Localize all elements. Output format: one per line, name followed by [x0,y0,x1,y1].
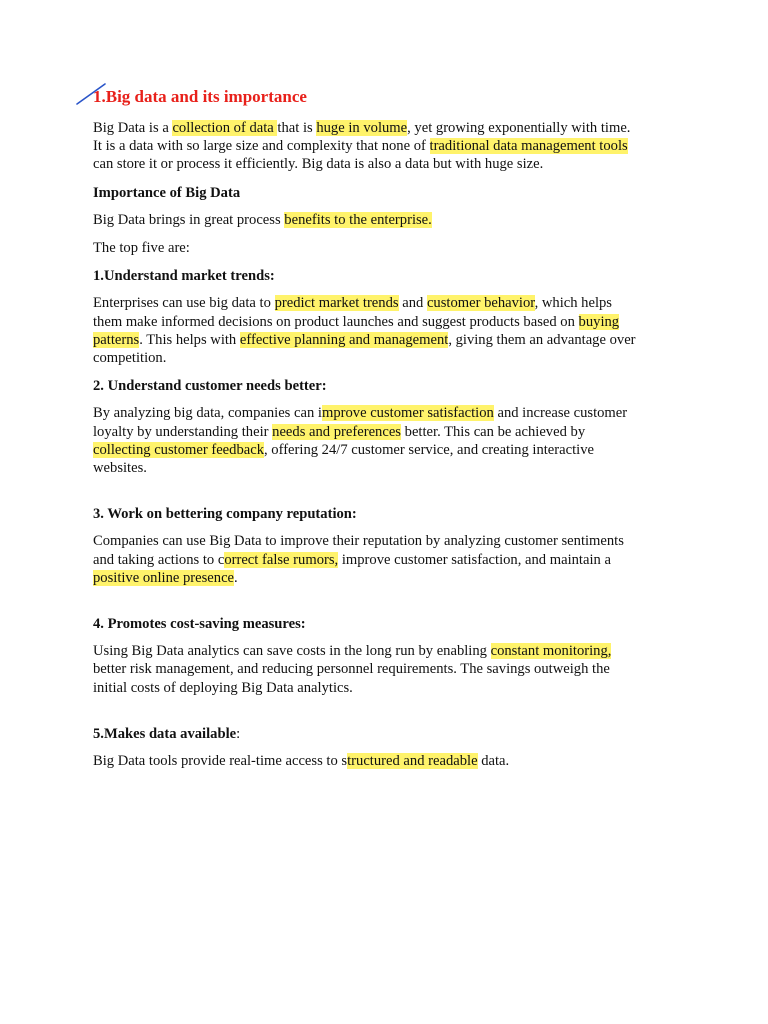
pen-stroke-annotation-icon [75,80,125,106]
text: and [398,295,427,312]
text: better risk management, and reducing personnel requirements. The savings outweigh the [93,661,610,678]
text: can store it or process it efficiently. Big data is also a data but with huge size. [93,156,544,173]
text: , which helps [534,295,612,312]
text: It is a data with so large size and complexity that none of [93,138,430,155]
text: and taking actions to c [93,551,225,568]
section-3-heading: 3. Work on bettering company reputation: [93,506,357,523]
text: websites. [93,460,147,477]
highlight: mprove customer satisfaction [321,405,494,422]
text: and increase customer [493,405,628,422]
highlight: collecting customer feedback [93,441,264,458]
section-2-heading: 2. Understand customer needs better: [93,378,327,395]
highlight: buying [578,313,620,330]
heading-text: 5.Makes data available [93,725,237,742]
section-5-heading [93,725,678,743]
highlight: customer behavior [426,295,535,312]
top-five-line: The top five are: [93,240,190,257]
highlight: constant monitoring, [490,643,612,660]
page-title [93,86,678,108]
section-4-paragraph [93,642,678,697]
highlight: tructured and readable [347,753,478,770]
text: , yet growing exponentially with time. [407,120,631,136]
title-text: 1.Big data and its importance [93,87,307,106]
brings-paragraph [93,211,678,229]
highlight: effective planning and management [239,331,449,348]
text: Companies can use Big Data to improve their reputation by analyzing customer sentiments [93,533,624,550]
text: . This helps with [139,331,240,348]
highlight: patterns [93,331,140,348]
highlight: traditional data management tools [429,138,628,155]
text: , offering 24/7 customer service, and creating interactive [264,441,594,458]
text: initial costs of deploying Big Data analytics. [93,679,353,696]
highlight: needs and preferences [272,423,401,440]
text: Big Data tools provide real-time access to s [93,753,348,770]
section-1-paragraph [93,294,678,367]
text: Enterprises can use big data to [93,295,275,312]
text: that is [277,120,317,136]
text: competition. [93,350,167,367]
highlight: collection of data [172,120,278,136]
text: Big Data brings in great process [93,211,285,228]
text: better. This can be achieved by [401,423,586,440]
section-4-heading: 4. Promotes cost-saving measures: [93,616,306,633]
importance-heading: Importance of Big Data [93,184,241,201]
highlight: orrect false rumors, [224,551,339,568]
text: Using Big Data analytics can save costs in the long run by enabling [93,643,491,660]
highlight: predict market trends [274,295,399,312]
intro-paragraph [93,119,678,174]
text: . [234,569,238,586]
text: data. [477,753,510,770]
text: Big Data is a [93,120,173,136]
highlight: positive online presence [93,569,235,586]
section-5-paragraph [93,752,678,770]
highlight: benefits to the enterprise. [284,211,432,228]
heading-colon: : [236,725,241,742]
section-2-paragraph [93,404,678,477]
section-1-heading: 1.Understand market trends: [93,268,275,285]
highlight: huge in volume [316,120,408,136]
text: loyalty by understanding their [93,423,273,440]
section-3-paragraph [93,532,678,587]
text: them make informed decisions on product launches and suggest products based on [93,313,579,330]
document-page [93,86,678,780]
text: By analyzing big data, companies can i [93,405,322,422]
text: , giving them an advantage over [448,331,636,348]
text: improve customer satisfaction, and maintain a [338,551,611,568]
